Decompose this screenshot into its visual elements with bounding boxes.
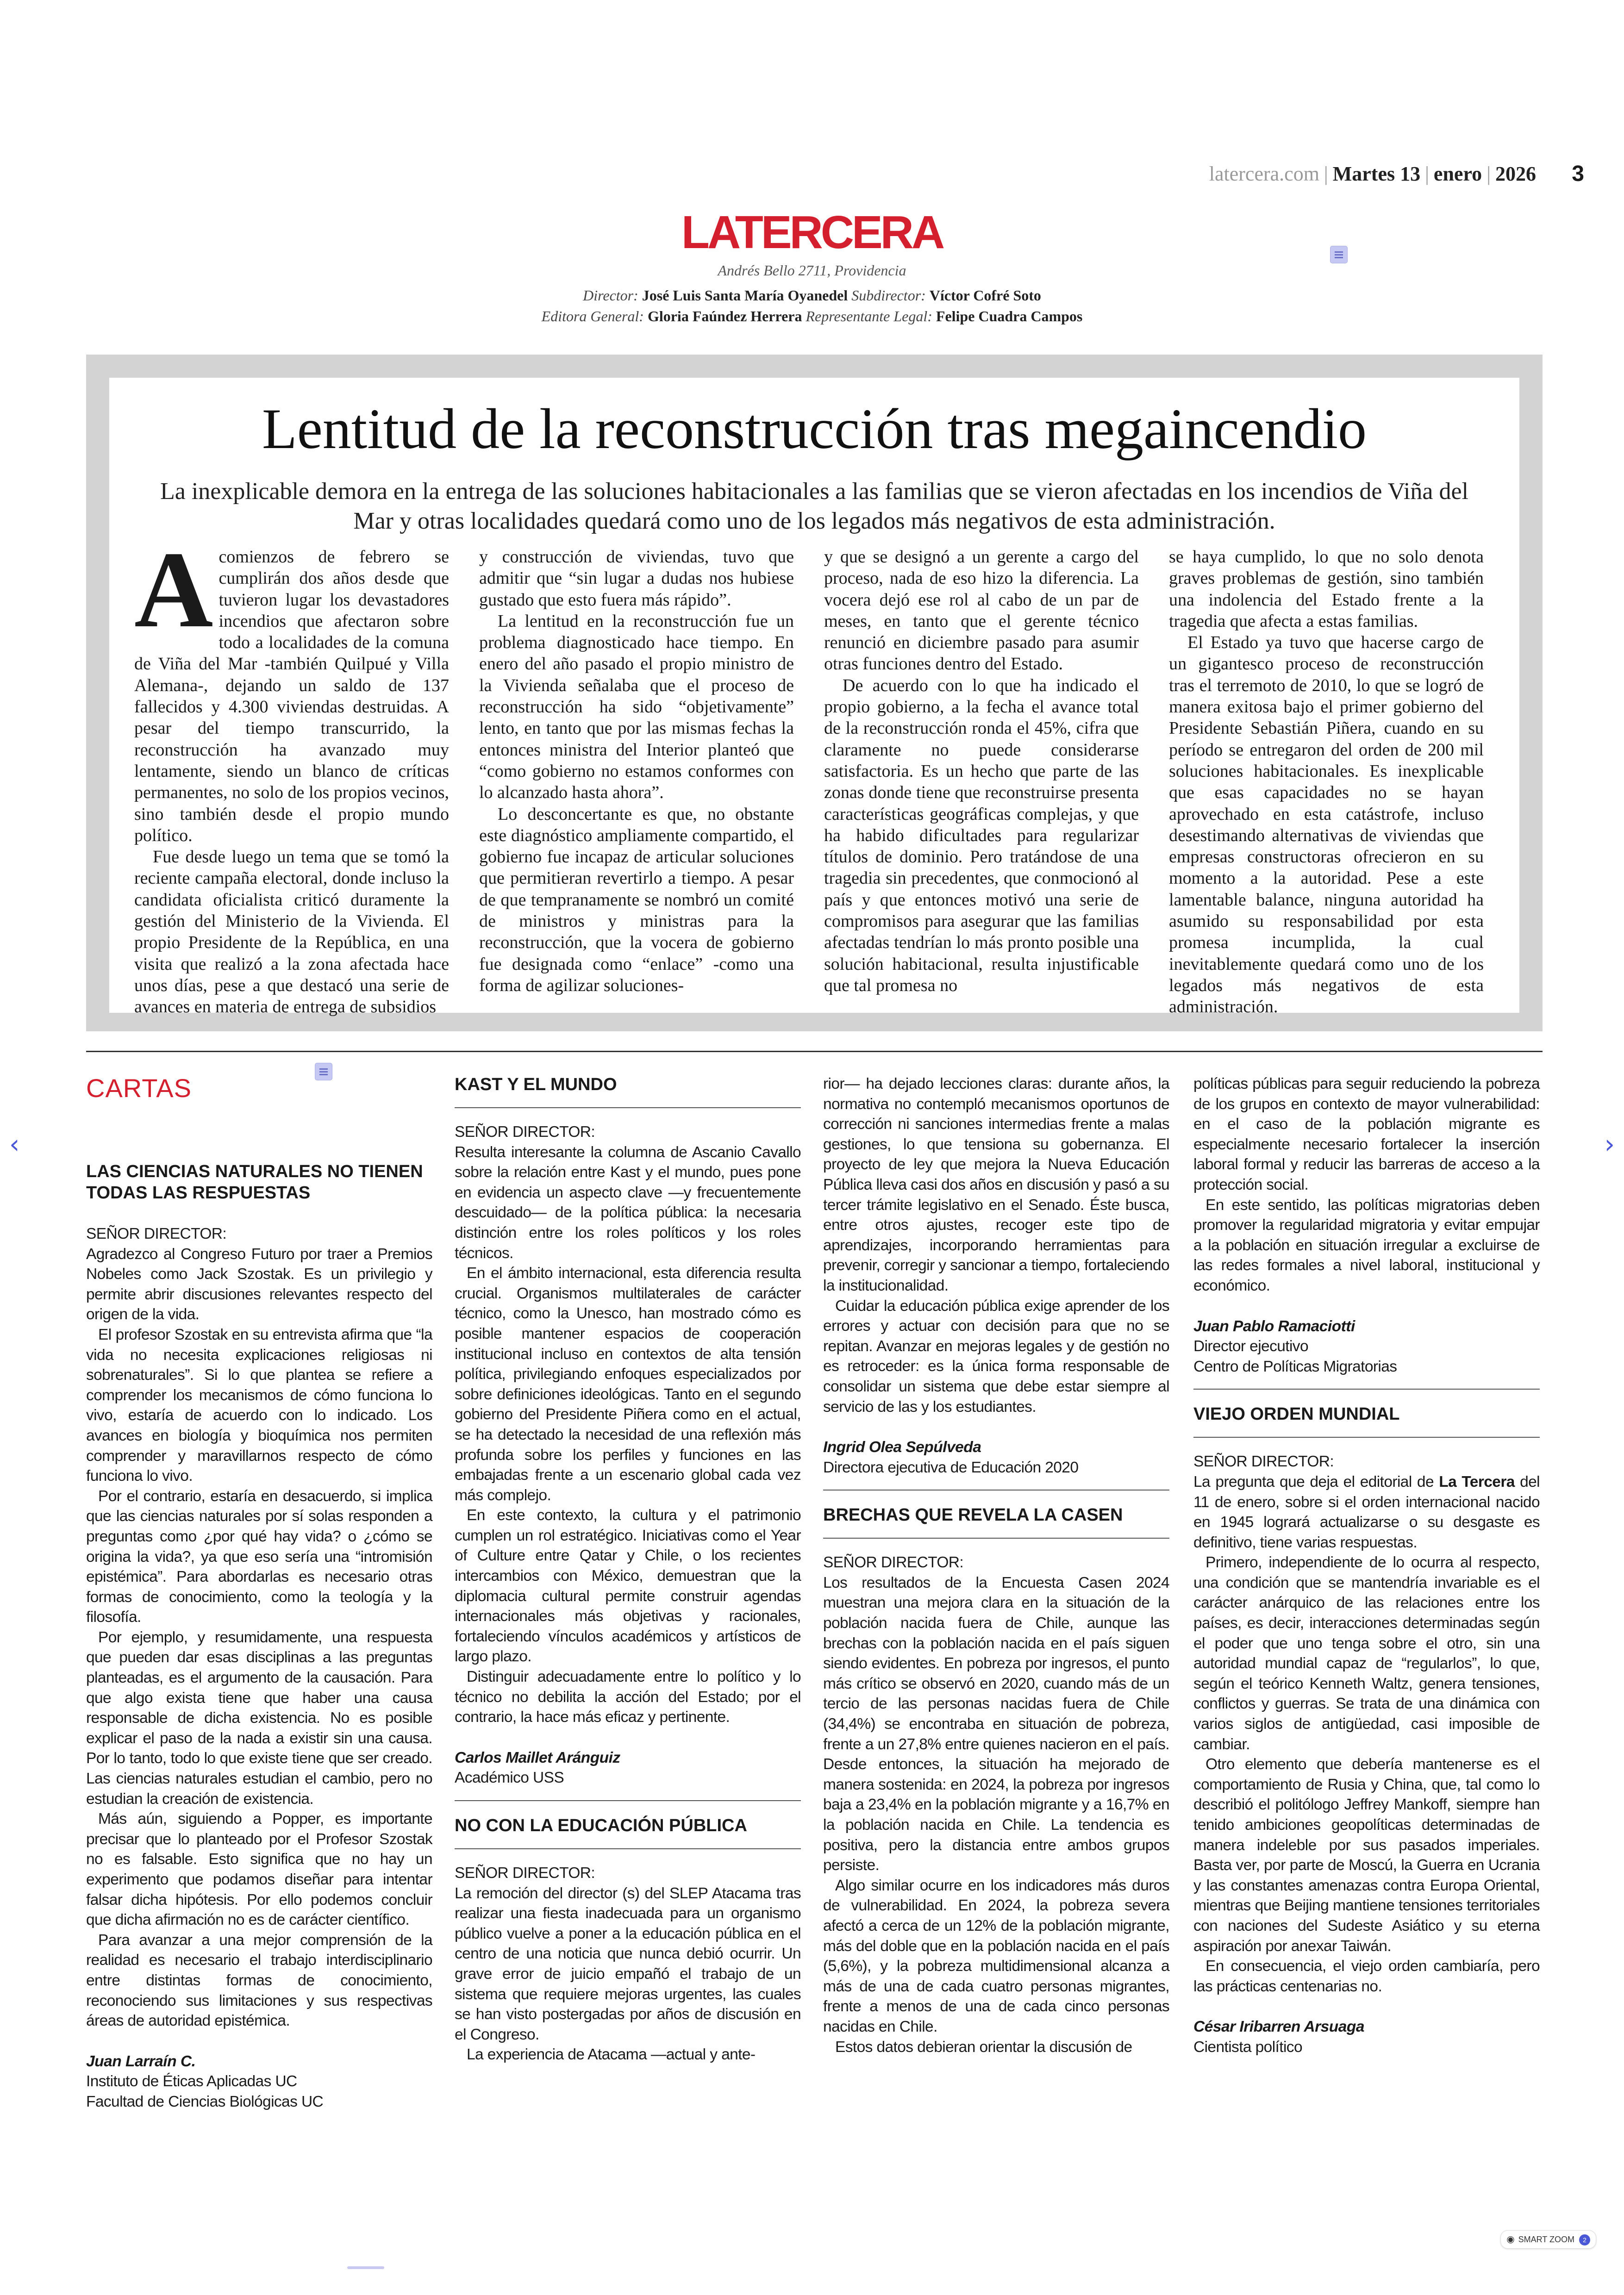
letter-salutation: SEÑOR DIRECTOR:	[455, 1865, 595, 1882]
date-year: 2026	[1495, 162, 1536, 185]
letter-paragraph: políticas públicas para seguir reduciendo la pobreza de los grupos en contexto de mayor vulnerabilidad: en el caso de la población migrante es especialmente necesario fortalecer la inserción laboral formal y reducir las barreras de acceso a la protección social.	[1193, 1075, 1540, 1193]
section-divider	[86, 1051, 1543, 1052]
letter-heading: LAS CIENCIAS NATURALES NO TIENEN TODAS LAS RESPUESTAS	[86, 1162, 423, 1203]
letter-heading: NO CON LA EDUCACIÓN PÚBLICA	[455, 1816, 747, 1835]
letter-signature: César Iribarren Arsuaga	[1193, 2018, 1364, 2036]
letter-paragraph: En este sentido, las políticas migratorias deben promover la regularidad migratoria y evitar empujar a la población en situación irregular a excluirse de las redes formales a nivel laboral, institucional y económico.	[1193, 1196, 1540, 1294]
note-icon[interactable]	[1330, 246, 1348, 263]
editorial-paragraph: Fue desde luego un tema que se tomó la reciente campaña electoral, donde incluso la candidata oficialista criticó duramente la gestión del Ministerio de la Vivienda. El propio Presidente de la República, en una visita que realizó a la zona afectada hace unos días, pese a que destacó una serie de avances en materia de entrega de subsidios	[134, 847, 449, 1017]
letter-paragraph: El profesor Szostak en su entrevista afirma que “la vida no necesita explicaciones religiosas ni sobrenaturales”. Si lo que plantea se refiere a comprender los mecanismos de cómo funciona lo vivo, estaría de acuerdo con lo indicado. Los avances en biología y bioquímica nos permiten comprender y maravillarnos respecto de cómo funciona lo vivo.	[86, 1326, 432, 1485]
drop-cap: A	[134, 530, 213, 650]
next-page-arrow-icon[interactable]: ›	[1604, 1129, 1615, 1160]
smart-zoom-badge: 2	[1579, 2234, 1590, 2245]
eye-icon: ◉	[1506, 2234, 1515, 2245]
prev-page-arrow-icon[interactable]: ‹	[9, 1129, 20, 1160]
letters-column-1	[86, 1161, 432, 2112]
letter-signature-role: Cientista político	[1193, 2038, 1302, 2056]
letter-text: La pregunta que deja el editorial de	[1193, 1473, 1439, 1491]
letter-signature-role: Director ejecutivo	[1193, 1338, 1308, 1355]
masthead-address: Andrés Bello 2711, Providencia	[718, 262, 906, 279]
staff-name: Gloria Faúndez Herrera	[647, 308, 802, 324]
letter-paragraph: Resulta interesante la columna de Ascanio Cavallo sobre la relación entre Kast y el mundo, pues pone en evidencia un aspecto clave —y frecuentemente descuidado— de la política pública: la necesaria distinción entre los roles políticos y los roles técnicos.	[455, 1143, 801, 1262]
letter-paragraph: En consecuencia, el viejo orden cambiaría, pero las prácticas centenarias no.	[1193, 1958, 1540, 1995]
letter-paragraph: Primero, independiente de lo ocurra al respecto, una condición que se mantendría invariable es el carácter anárquico de las relaciones entre los países, es decir, interacciones determinadas según el poder que uno tenga sobre el otro, sin una autoridad mundial capaz de “regularlos”, lo que, según el teórico Kenneth Waltz, genera tensiones, conflictos y guerras. Se trata de una dinámica con varios siglos de antigüedad, casi imposible de cambiar.	[1193, 1554, 1540, 1753]
letter-signature-role: Directora ejecutiva de Educación 2020	[823, 1459, 1079, 1476]
dateline: latercera.com | Martes 13 | enero | 2026	[1209, 162, 1536, 185]
letter-salutation: SEÑOR DIRECTOR:	[455, 1123, 595, 1141]
letter-paragraph: Agradezco al Congreso Futuro por traer a Premios Nobeles como Jack Szostak. Es un privilegio y permite abrir discusiones relevantes respecto del origen de la vida.	[86, 1245, 432, 1323]
newspaper-name: La Tercera	[1439, 1473, 1515, 1491]
letters-column-3	[823, 1074, 1169, 2057]
editorial-paragraph: La lentitud en la reconstrucción fue un problema diagnosticado hace tiempo. En enero del año pasado el propio ministro de la Vivienda señalaba que el proceso de reconstrucción ha sido “objetivamente” lento, en tanto que por las mismas fechas la entonces ministra del Interior planteó que “como gobierno no estamos conformes con lo alcanzado hasta ahora”.	[479, 611, 794, 803]
letter-paragraph: La experiencia de Atacama —actual y ante-	[467, 2046, 756, 2064]
letter-paragraph: Por el contrario, estaría en desacuerdo, si implica que las ciencias naturales por sí solas responden a preguntas como ¿por qué hay vida? o ¿cómo se origina la vida?, ya que eso sería una “intromisión epistémica”. Para abordarlas es necesario otras formas de conocimiento, como la teología y la filosofía.	[86, 1487, 432, 1626]
letter-paragraph: La remoción del director (s) del SLEP Atacama tras realizar una fiesta inadecuada para un organismo público vuelve a poner a la educación pública en el centro de una noticia que nunca debió ocurrir. Un grave error de juicio empañó el trabajo de un sistema que requiere mejoras urgentes, las cuales se han visto postergadas por años de discusión en el Congreso.	[455, 1884, 801, 2043]
editorial-column-1	[134, 530, 449, 1018]
letter-signature-role: Instituto de Éticas Aplicadas UC	[86, 2073, 297, 2090]
staff-label: Representante Legal:	[806, 308, 932, 324]
letter-paragraph: rior— ha dejado lecciones claras: durante años, la normativa no contempló mecanismos oportunos de corrección ni sanciones intermedias frente a malas gestiones, lo que tensiona su gobernanza. El proyecto de ley que mejora la Nueva Educación Pública lleva casi dos años en discusión y pasó a su tercer trámite legislativo en el Senado. Éste busca, entre otros ajustes, recoger este tipo de aprendizajes, incorporando herramientas para prevenir, corregir y sancionar a tiempo, fortaleciendo la institucionalidad.	[823, 1075, 1169, 1294]
editorial-paragraph: De acuerdo con lo que ha indicado el propio gobierno, a la fecha el avance total de la reconstrucción ronda el 45%, cifra que claramente no puede considerarse satisfactoria. Es un hecho que parte de las zonas donde tiene que reconstruirse presenta características geográficas complejas, y que ha habido dificultades para regularizar títulos de dominio. Pero tratándose de una tragedia sin precedentes, que conmocionó al país y que entonces motivó una serie de compromisos para asegurar que las familias afectadas tendrían lo más pronto posible una solución habitacional, resulta injustificable que tal promesa no	[824, 675, 1139, 995]
letter-salutation: SEÑOR DIRECTOR:	[823, 1554, 964, 1572]
editorial-paragraph: y que se designó a un gerente a cargo del proceso, nada de eso hizo la diferencia. La vocera dejó ese rol al cabo de un par de meses, en tanto que el gerente técnico renunció en diciembre pasado para asumir otras funciones dentro del Estado.	[824, 547, 1139, 674]
staff-label: Director:	[583, 287, 638, 304]
staff-name: Felipe Cuadra Campos	[936, 308, 1083, 324]
editorial-paragraph: se haya cumplido, lo que no solo denota graves problemas de gestión, sino también una indolencia del Estado frente a la tragedia que afecta a estas familias.	[1169, 547, 1484, 631]
page-scrollbar[interactable]	[347, 2266, 384, 2269]
letter-paragraph: Estos datos debieran orientar la discusión de	[835, 2038, 1132, 2056]
staff-label: Subdirector:	[851, 287, 926, 304]
editorial-paragraph: El Estado ya tuvo que hacerse cargo de un gigantesco proceso de reconstrucción tras el terremoto de 2010, lo que se logró de manera exitosa bajo el primer gobierno del Presidente Sebastián Piñera, cuando en su período se entregaron del orden de 200 mil soluciones habitacionales. Es inexplicable que esas capacidades no se hayan aprovechado en esta catástrofe, incluso desestimando alternativas de viviendas que empresas constructoras ofrecieron en su momento a la autoridad. Pese a este lamentable balance, ninguna autoridad ha asumido su responsabilidad por esta promesa incumplida, la cual inevitablemente quedará como uno de los legados más negativos de esta administración.	[1169, 633, 1484, 1017]
letter-paragraph	[1193, 1472, 1540, 1553]
letter-signature-role: Centro de Políticas Migratorias	[1193, 1358, 1397, 1375]
smart-zoom-button[interactable]	[1500, 2230, 1596, 2249]
letter-paragraph: En este contexto, la cultura y el patrimonio cumplen un rol estratégico. Iniciativas como el Year of Culture entre Qatar y Chile, o los recientes intercambios con México, demuestran que la diplomacia cultural permite construir agendas internacionales más objetivas y racionales, fortaleciendo vínculos académicos y artísticos de largo plazo.	[455, 1507, 801, 1665]
letter-paragraph: Distinguir adecuadamente entre lo político y lo técnico no debilita la acción del Estado; por el contrario, la hace más eficaz y pertinente.	[455, 1668, 801, 1726]
editorial-paragraph: comienzos de febrero se cumplirán dos años desde que tuvieron lugar los devastadores incendios que afectaron sobre todo a localidades de la comuna de Viña del Mar -también Quilpué y Villa Alemana-, dejando un saldo de 137 fallecidos y 4.300 viviendas destruidas. A pesar del tiempo transcurrido, la reconstrucción ha avanzado muy lentamente, siendo un blanco de críticas permanentes, no solo de los propios vecinos, sino también desde el propio mundo político.	[134, 547, 449, 845]
letter-signature: Juan Pablo Ramaciotti	[1193, 1317, 1355, 1335]
letter-heading: VIEJO ORDEN MUNDIAL	[1193, 1404, 1400, 1424]
letter-paragraph: Por ejemplo, y resumidamente, una respuesta que pueden dar esas disciplinas a las preguntas planteadas, es el argumento de la causación. Para que algo exista tiene que haber una causa responsable de dicha existencia. No es posible explicar el paso de la nada a existir sin una causa. Por lo tanto, todo lo que existe tiene que ser creado. Las ciencias naturales estudian el cambio, pero no estudian la creación de existencia.	[86, 1628, 432, 1808]
letter-paragraph: Algo similar ocurre en los indicadores más duros de vulnerabilidad. En 2024, la pobreza severa afectó a cerca de un 12% de la población migrante, más del doble que en la población nacida en el país (5,6%), y la pobreza multidimensional alcanza a más de una de cada cuatro personas migrantes, frente a menos de una de cada cinco personas nacidas en Chile.	[823, 1877, 1169, 2035]
cartas-section-title: CARTAS	[86, 1073, 192, 1103]
editorial-paragraph: Lo desconcertante es que, no obstante este diagnóstico ampliamente compartido, el gobierno fue incapaz de articular soluciones que permitieran revertirlo a tiempo. A pesar de que tempranamente se nombró un comité de ministros y ministras para la reconstrucción, que la vocera de gobierno fue designada como “enlace” -como una forma de agilizar soluciones-	[479, 804, 794, 995]
letter-paragraph: Cuidar la educación pública exige aprender de los errores y actuar con decisión para que no se repitan. Avanzar en mejoras legales y de gestión no es retroceder: es la única forma responsable de consolidar un sistema que debe estar siempre al servicio de las y los estudiantes.	[823, 1297, 1169, 1416]
note-icon[interactable]	[315, 1063, 332, 1080]
letter-signature-role: Académico USS	[455, 1769, 564, 1787]
editorial-paragraph: y construcción de viviendas, tuvo que admitir que “sin lugar a dudas nos hubiese gustado que esto fuera más rápido”.	[479, 547, 794, 610]
smart-zoom-label: SMART ZOOM	[1518, 2235, 1574, 2244]
letter-paragraph: Para avanzar a una mejor comprensión de la realidad es necesario el trabajo interdisciplinario entre distintas formas de conocimiento, reconociendo sus limitaciones y sus respectivas áreas de autoridad epistémica.	[86, 1931, 432, 2030]
letter-heading: KAST Y EL MUNDO	[455, 1075, 617, 1094]
editorial-column-3	[824, 546, 1139, 996]
letter-paragraph: Otro elemento que debería mantenerse es el comportamiento de Rusia y China, que, tal como lo describió el politólogo Jeffrey Mankoff, siempre han tenido ambiciones geopolíticas determinadas de manera indeleble por sus pasados imperiales. Basta ver, por parte de Moscú, la Guerra en Ucrania y las constantes amenazas contra Europa Oriental, mientras que Beijing mantiene tensiones territoriales con naciones del Sudeste Asiático y su eterna aspiración por anexar Taiwán.	[1193, 1756, 1540, 1955]
editorial-column-4	[1169, 546, 1484, 1018]
staff-line-2	[0, 308, 1624, 325]
letters-column-2	[455, 1074, 801, 2065]
page-number: 3	[1572, 162, 1584, 186]
letter-heading: BRECHAS QUE REVELA LA CASEN	[823, 1505, 1123, 1525]
letter-paragraph: En el ámbito internacional, esta diferencia resulta crucial. Organismos multilaterales de carácter técnico, como la Unesco, han mostrado cómo es posible mantener espacios de cooperación institucional incluso en contextos de alta tensión política, privilegiando enfoques especializados por sobre definiciones ideológicas. Tanto en el segundo gobierno del Presidente Piñera como en el actual, se ha detectado la necesidad de una reflexión más profunda sobre los perfiles y funciones en las embajadas frente a un escenario global cada vez más complejo.	[455, 1265, 801, 1504]
letter-paragraph: Los resultados de la Encuesta Casen 2024 muestran una mejora clara en la situación de la población nacida fuera de Chile, aunque las brechas con la población nacida en el país siguen siendo evidentes. En pobreza por ingresos, el punto más crítico se observó en 2020, cuando más de un tercio de las personas nacidas fuera de Chile (34,4%) se encontraba en situación de pobreza, frente a un 27,8% entre quienes nacieron en el país. Desde entonces, la situación ha mejorado de manera sostenida: en 2024, la pobreza por ingresos baja a 23,4% en la población migrante y a 16,7% en la población nacida en Chile. La tendencia es positiva, pero la distancia entre ambos grupos persiste.	[823, 1574, 1169, 1874]
letter-signature: Juan Larraín C.	[86, 2052, 196, 2070]
letter-signature-role: Facultad de Ciencias Biológicas UC	[86, 2093, 324, 2110]
editorial-column-2	[479, 546, 794, 996]
site-url[interactable]: latercera.com	[1209, 162, 1319, 185]
staff-line-1	[0, 287, 1624, 304]
letter-paragraph: Más aún, siguiendo a Popper, es importante precisar que lo planteado por el Profesor Szostak no es falsable. Esto significa que no hay un experimento que podamos diseñar para intentar falsar dicha hipótesis. Por ello podemos concluir que dicha afirmación no es de carácter científico.	[86, 1810, 432, 1929]
letter-salutation: SEÑOR DIRECTOR:	[86, 1225, 227, 1242]
letter-text: del 11 de enero, sobre si el orden internacional nacido en 1945 logrará actualizarse o su desgaste es definitivo, tiene varias respuestas.	[1193, 1473, 1540, 1551]
staff-name: Víctor Cofré Soto	[929, 287, 1041, 304]
letter-signature: Ingrid Olea Sepúlveda	[823, 1439, 981, 1456]
staff-name: José Luis Santa María Oyanedel	[642, 287, 848, 304]
date-day: Martes 13	[1332, 162, 1421, 185]
editorial-title: Lentitud de la reconstrucción tras megaincendio	[262, 397, 1367, 461]
letter-salutation: SEÑOR DIRECTOR:	[1193, 1453, 1334, 1471]
staff-label: Editora General:	[541, 308, 644, 324]
editorial-lead: La inexplicable demora en la entrega de las soluciones habitacionales a las familias que se vieron afectadas en los incendios de Viña del Mar y otras localidades quedará como uno de los legados más negativos de esta administración.	[160, 478, 1468, 534]
letters-column-4	[1193, 1074, 1540, 2058]
letter-signature: Carlos Maillet Aránguiz	[455, 1749, 620, 1766]
masthead-logo: LATERCERA	[681, 206, 943, 258]
date-month: enero	[1433, 162, 1482, 185]
